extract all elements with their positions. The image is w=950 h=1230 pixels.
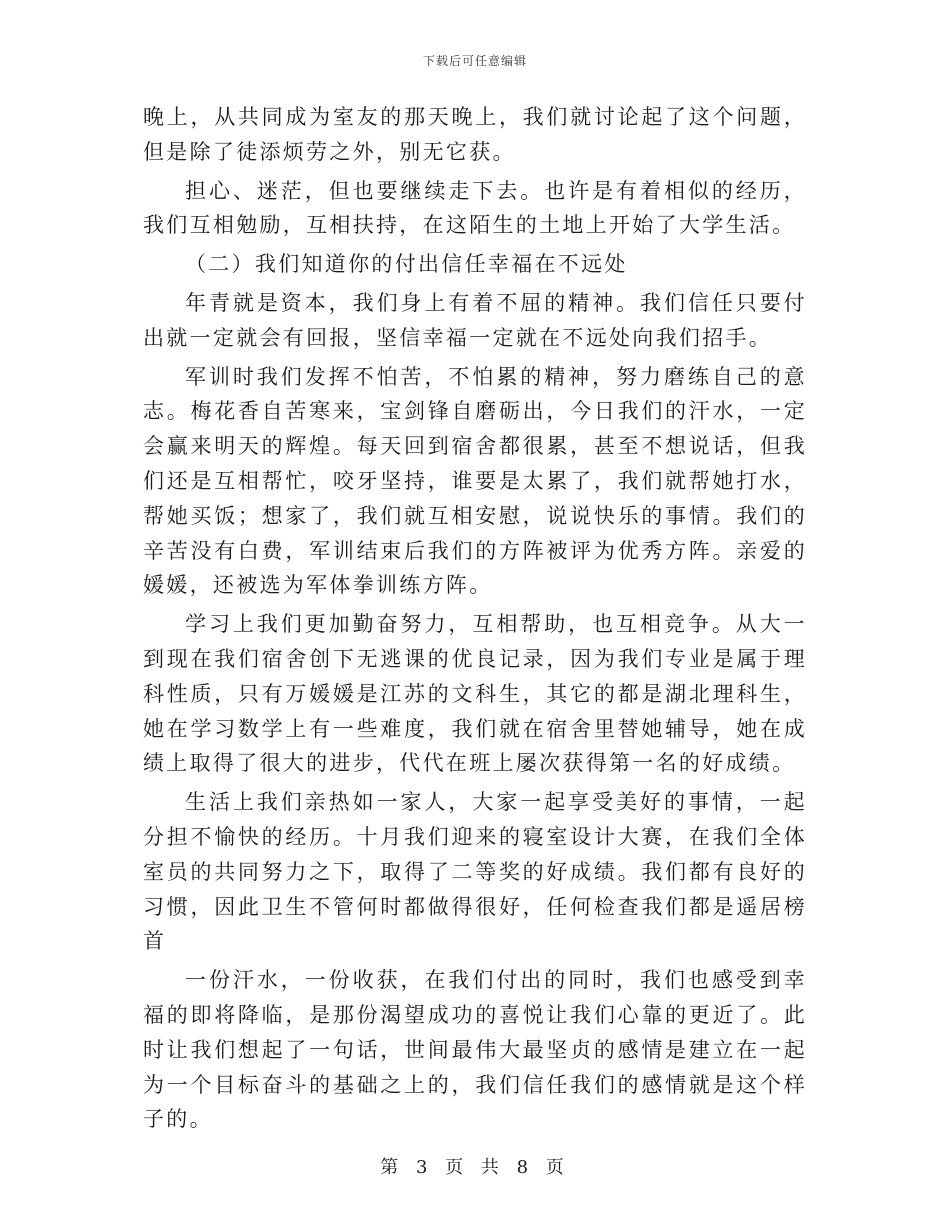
- page-number-footer: 第 3 页 共 8 页: [380, 1157, 570, 1178]
- paragraph: 军训时我们发挥不怕苦，不怕累的精神，努力磨练自己的意志。梅花香自苦寒来，宝剑锋自磨砺出，今日我们的汗水，一定会赢来明天的辉煌。每天回到宿舍都很累，甚至不想说话，但我们还是互相帮忙，咬牙坚持，谁要是太累了，我们就帮她打水，帮她买饭；想家了，我们就互相安慰，说说快乐的事情。我们的辛苦没有白费，军训结束后我们的方阵被评为优秀方阵。亲爱的媛媛，还被选为军体拳训练方阵。: [143, 364, 807, 598]
- page-header: 下载后可任意编辑: [422, 54, 527, 68]
- paragraph: 年青就是资本，我们身上有着不屈的精神。我们信任只要付出就一定就会有回报，坚信幸福一定就在不远处向我们招手。: [143, 290, 807, 350]
- paragraph: 学习上我们更加勤奋努力，互相帮助，也互相竞争。从大一到现在我们宿舍创下无逃课的优良记录，因为我们专业是属于理科性质，只有万媛媛是江苏的文科生，其它的都是湖北理科生，她在学习数学上有一些难度，我们就在宿舍里替她辅导，她在成绩上取得了很大的进步，代代在班上屡次获得第一名的好成绩。: [143, 612, 807, 776]
- paragraph: 生活上我们亲热如一家人，大家一起享受美好的事情，一起分担不愉快的经历。十月我们迎来的寝室设计大赛，在我们全体室员的共同努力之下，取得了二等奖的好成绩。我们都有良好的习惯，因此卫生不管何时都做得很好，任何检查我们都是遥居榜首: [143, 790, 807, 954]
- paragraph: 一份汗水，一份收获，在我们付出的同时，我们也感受到幸福的即将降临，是那份渴望成功的喜悦让我们心靠的更近了。此时让我们想起了一句话，世间最伟大最坚贞的感情是建立在一起为一个目标奋斗的基础之上的，我们信任我们的感情就是这个样子的。: [143, 968, 807, 1132]
- paragraph: 担心、迷茫，但也要继续走下去。也许是有着相似的经历，我们互相勉励，互相扶持，在这陌生的土地上开始了大学生活。: [143, 178, 807, 238]
- section-heading: （二）我们知道你的付出信任幸福在不远处: [185, 252, 628, 277]
- paragraph-continuation: 晚上，从共同成为室友的那天晚上，我们就讨论起了这个问题，但是除了徒添烦劳之外，别无它获。: [143, 105, 807, 164]
- document-body: [143, 100, 807, 1137]
